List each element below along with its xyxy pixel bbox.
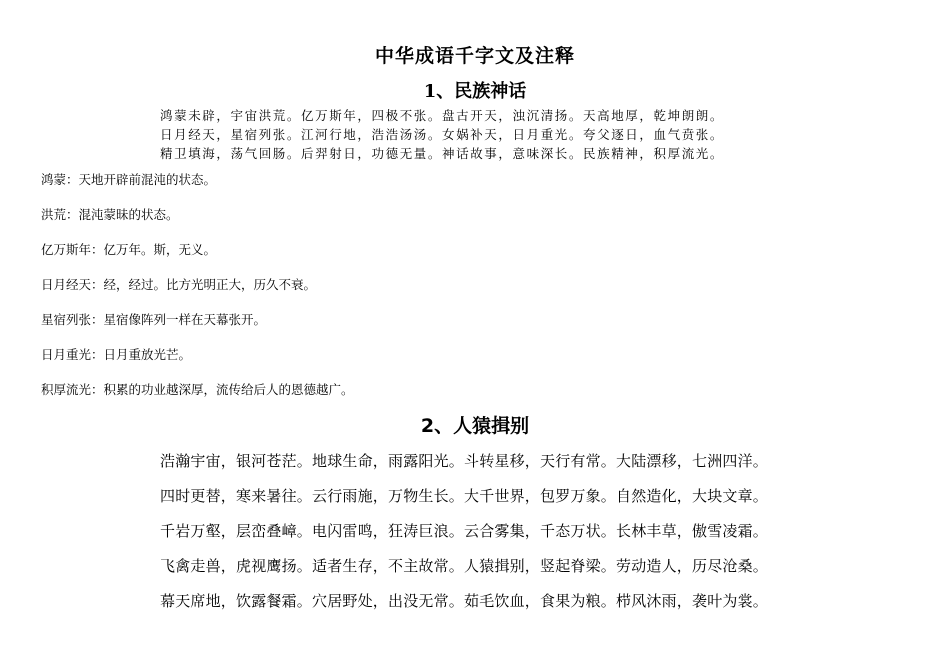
annotation-note: 日月经天：经，经过。比方光明正大，历久不衰。: [41, 277, 317, 292]
annotation-note: 日月重光：日月重放光芒。: [41, 347, 192, 362]
poem-line: 飞禽走兽，虎视鹰扬。适者生存，不主故常。人猿揖别，竖起脊梁。劳动造人，历尽沧桑。: [160, 557, 769, 575]
annotation-note: 亿万斯年：亿万年。斯，无义。: [41, 242, 217, 257]
annotation-note: 洪荒：混沌蒙昧的状态。: [41, 207, 179, 222]
annotation-note: 星宿列张：星宿像阵列一样在天幕张开。: [41, 312, 267, 327]
document-title: 中华成语千字文及注释: [374, 45, 575, 67]
poem-line: 幕天席地，饮露餐霜。穴居野处，出没无常。茹毛饮血，食果为粮。栉风沐雨，袭叶为裳。: [160, 592, 769, 610]
poem-line: 千岩万壑，层峦叠嶂。电闪雷鸣，狂涛巨浪。云合雾集，千态万状。长林丰草，傲雪凌霜。: [160, 522, 769, 540]
poem-line: 四时更替，寒来暑往。云行雨施，万物生长。大千世界，包罗万象。自然造化，大块文章。: [160, 487, 769, 505]
annotation-note: 鸿蒙：天地开辟前混沌的状态。: [41, 172, 217, 187]
poem-line: 日月经天，星宿列张。江河行地，浩浩汤汤。女娲补天，日月重光。夸父逐日，血气贲张。: [160, 127, 725, 142]
poem-line: 浩瀚宇宙，银河苍茫。地球生命，雨露阳光。斗转星移，天行有常。大陆漂移，七洲四洋。: [160, 452, 769, 470]
poem-line: 精卫填海，荡气回肠。后羿射日，功德无量。神话故事，意味深长。民族精神，积厚流光。: [160, 146, 725, 161]
section-2-heading: 2、人猿揖别: [420, 415, 530, 437]
section-1-heading: 1、民族神话: [423, 81, 527, 102]
poem-line: 鸿蒙未辟，宇宙洪荒。亿万斯年，四极不张。盘古开天，浊沉清扬。天高地厚，乾坤朗朗。: [160, 108, 725, 123]
annotation-note: 积厚流光：积累的功业越深厚，流传给后人的恩德越广。: [41, 382, 354, 397]
section-1-poem: [160, 106, 800, 163]
